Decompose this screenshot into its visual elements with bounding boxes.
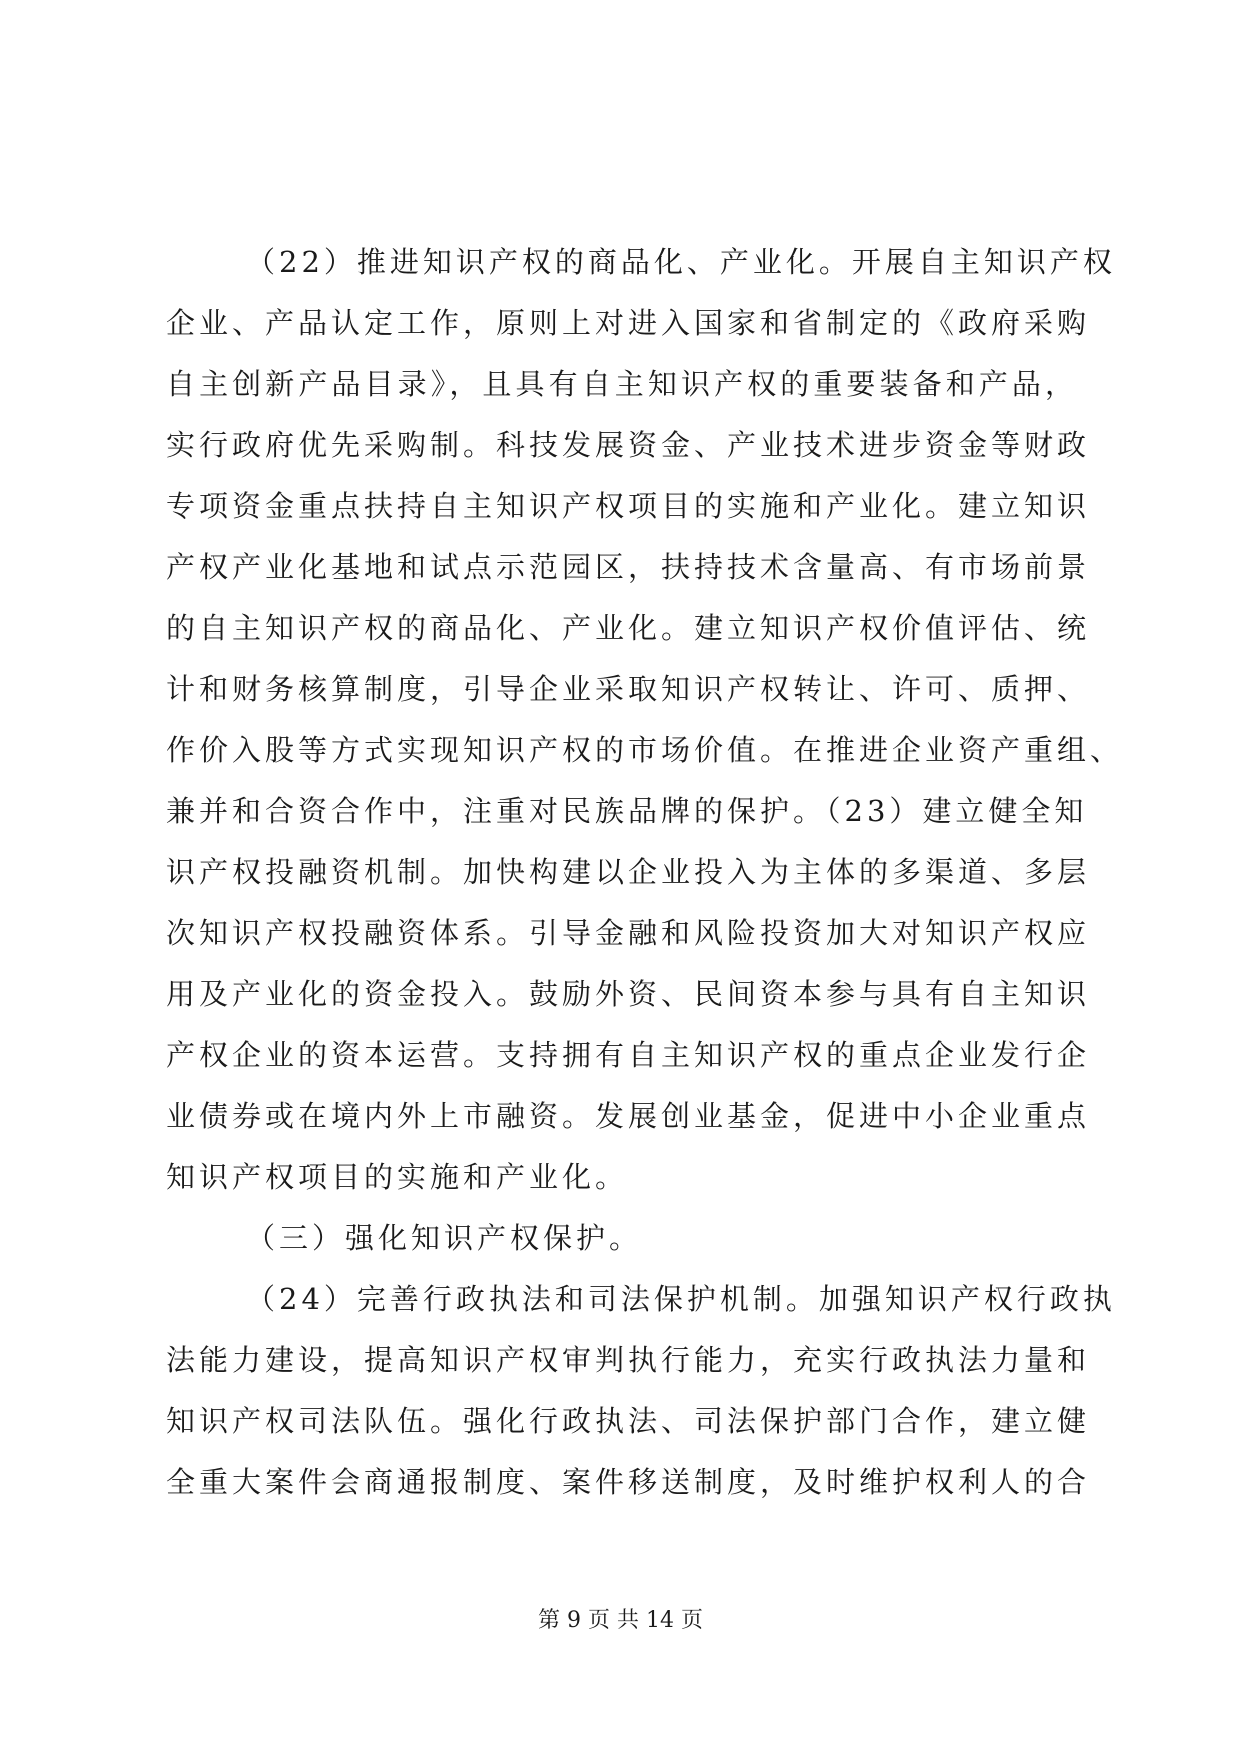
text-line: 自主创新产品目录》，且具有自主知识产权的重要装备和产品， <box>166 367 1078 401</box>
text-line: 法能力建设，提高知识产权审判执行能力，充实行政执法力量和 <box>166 1343 1091 1377</box>
text-line: 知识产权项目的实施和产业化。 <box>166 1160 629 1194</box>
text-line: 企业、产品认定工作，原则上对进入国家和省制定的《政府采购 <box>166 306 1091 340</box>
text-line: 作价入股等方式实现知识产权的市场价值。在推进企业资产重组、 <box>166 733 1124 767</box>
text-line: 兼并和合资合作中，注重对民族品牌的保护。（23）建立健全知 <box>166 794 1088 828</box>
text-line: （三）强化知识产权保护。 <box>246 1221 643 1255</box>
text-line: 产权产业化基地和试点示范园区，扶持技术含量高、有市场前景 <box>166 550 1091 584</box>
page-number-label: 第 9 页 共 14 页 <box>538 1608 703 1633</box>
text-line: 实行政府优先采购制。科技发展资金、产业技术进步资金等财政 <box>166 428 1091 462</box>
page-footer <box>0 1606 1241 1636</box>
text-line: （22）推进知识产权的商品化、产业化。开展自主知识产权 <box>246 245 1116 279</box>
text-line: 用及产业化的资金投入。鼓励外资、民间资本参与具有自主知识 <box>166 977 1091 1011</box>
text-line: 计和财务核算制度，引导企业采取知识产权转让、许可、质押、 <box>166 672 1091 706</box>
text-line: 专项资金重点扶持自主知识产权项目的实施和产业化。建立知识 <box>166 489 1091 523</box>
text-line: 的自主知识产权的商品化、产业化。建立知识产权价值评估、统 <box>166 611 1091 645</box>
text-line: 识产权投融资机制。加快构建以企业投入为主体的多渠道、多层 <box>166 855 1091 889</box>
text-line: 业债券或在境内外上市融资。发展创业基金，促进中小企业重点 <box>166 1099 1091 1133</box>
text-line: 全重大案件会商通报制度、案件移送制度，及时维护权利人的合 <box>166 1465 1091 1499</box>
text-line: 产权企业的资本运营。支持拥有自主知识产权的重点企业发行企 <box>166 1038 1091 1072</box>
text-line: （24）完善行政执法和司法保护机制。加强知识产权行政执 <box>246 1282 1116 1316</box>
document-body <box>166 232 1124 1513</box>
text-line: 知识产权司法队伍。强化行政执法、司法保护部门合作，建立健 <box>166 1404 1091 1438</box>
text-line: 次知识产权投融资体系。引导金融和风险投资加大对知识产权应 <box>166 916 1091 950</box>
